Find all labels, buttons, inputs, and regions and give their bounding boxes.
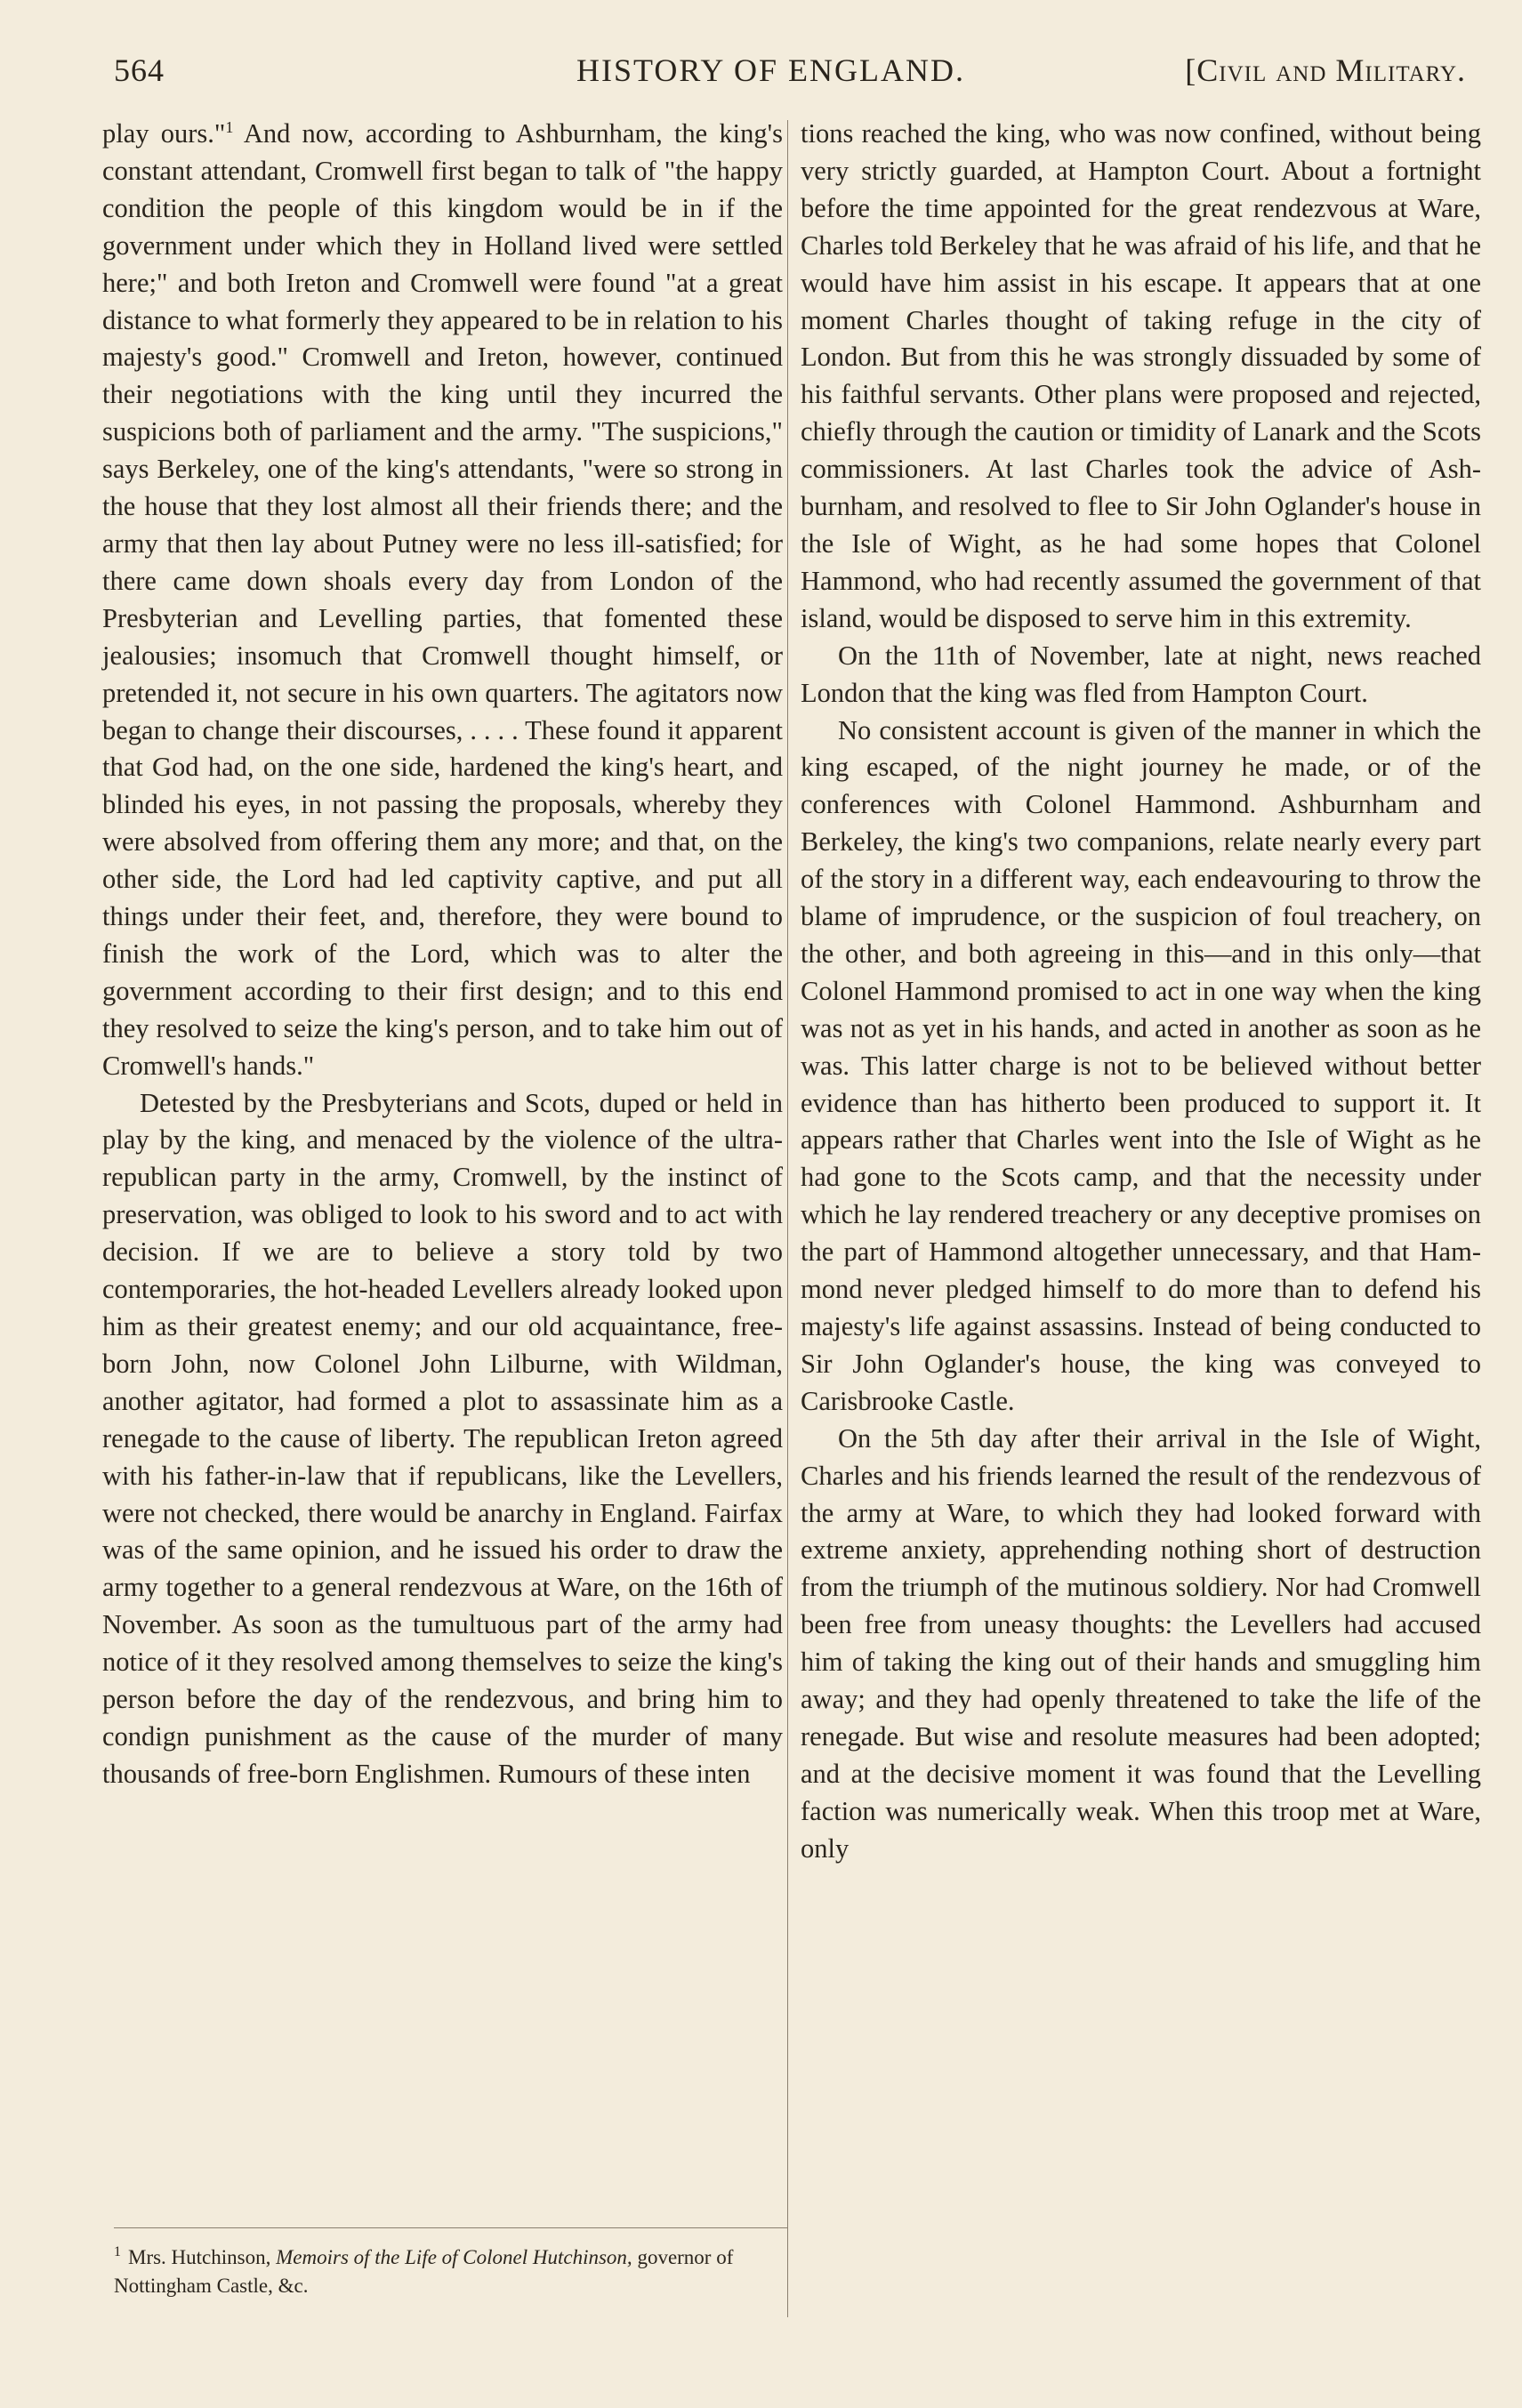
right-column bbox=[801, 116, 1481, 1868]
running-header bbox=[114, 52, 1466, 105]
footnote-number: 1 bbox=[114, 2244, 121, 2260]
paragraph bbox=[102, 116, 783, 1085]
column-divider bbox=[787, 120, 788, 2317]
footnote-rest: governor of Nottingham Castle, &c. bbox=[114, 2246, 734, 2297]
footnote-reference: 1 bbox=[225, 117, 234, 136]
paragraph: Detested by the Presbyterians and Scots, duped or held in play by the king, and menaced by the violence of the ultra-republican party in the army, Cromwell, by the instinct of preservation, was obliged to look to his sword and to act with decision. If we are to believe a story told by two contemporaries, the hot-headed Levellers already looked upon him as their greatest enemy; and our old acquaintance, free-born John, now Colonel John Lilburne, with Wildman, another agitator, had formed a plot to assassinate him as a renegade to the cause of liberty. The republican Ireton agreed with his father-in-law that if republicans, like the Levellers, were not checked, there would be anarchy in England. Fairfax was of the same opinion, and he issued his order to draw the army together to a general rendezvous at Ware, on the 16th of November. As soon as the tumultuous part of the army had notice of it they resolved among themselves to seize the king's person before the day of the rendezvous, and bring him to condign punishment as the cause of the murder of many thousands of free-born Englishmen. Rumours of these inten bbox=[102, 1087, 783, 1789]
footnote bbox=[114, 2243, 790, 2300]
section-label: [Civil and Military. bbox=[1185, 52, 1466, 88]
text-run: play ours." bbox=[102, 118, 226, 149]
paragraph: tions reached the king, who was now confined, without being very strictly guarded, at Hampton Court. About a fortnight before the time appointed for the great rendezvous at Ware, Charles told Berkeley that he was afraid of his life, and that he would have him assist in his escape. It appears that at one moment Charles thought of taking refuge in the city of London. But from this he was strongly dissuaded by some of his faithful servants. Other plans were proposed and rejected, chiefly through the caution or timidity of Lanark and the Scots commissioners. At last Charles took the advice of Ashburnham, and resolved to flee to Sir John Oglander's house in the Isle of Wight, as he had some hopes that Colonel Hammond, who had recently assumed the government of that island, would be disposed to serve him in this extremity. bbox=[801, 118, 1481, 633]
paragraph: On the 11th of November, late at night, news reached London that the king was fled from Hampton Court. bbox=[801, 640, 1481, 708]
page-number: 564 bbox=[114, 52, 165, 88]
paragraph: No consistent account is given of the manner in which the king escaped, of the night journey he made, or of the conferences with Colonel Hammond. Ashburnham and Berkeley, the king's two companions, relate nearly every part of the story in a different way, each endeavouring to throw the blame of imprudence, or the suspicion of foul treachery, on the other, and both agreeing in this—and in this only—that Colonel Hammond promised to act in one way when the king was not as yet in his hands, and acted in another as soon as he was. This latter charge is not to be believed without better evidence than has hitherto been produced to support it. It appears rather that Charles went into the Isle of Wight as he had gone to the Scots camp, and that the necessity under which he lay rendered treachery or any deceptive promises on the part of Hammond altogether unnecessary, and that Hammond never pledged himself to do more than to defend his majesty's life against assassins. Instead of being conducted to Sir John Oglander's house, the king was conveyed to Carisbrooke Castle. bbox=[801, 714, 1481, 1416]
running-title: HISTORY OF ENGLAND. bbox=[576, 52, 966, 88]
footnote-rule bbox=[114, 2227, 787, 2228]
footnote-work-title: Memoirs of the Life of Colonel Hutchinson, bbox=[276, 2246, 632, 2268]
text-run: And now, according to Ashburnham, the king's constant attendant, Cromwell first began to talk of "the happy condition the people of this kingdom would be in if the government under which they in Holland lived were settled here;" and both Ireton and Cromwell were found "at a great distance to what formerly they appeared to be in relation to his majesty's good." Cromwell and Ireton, however, continued their negotiations with the king until they incurred the suspicions both of parliament and the army. "The suspicions," says Berkeley, one of the king's attendants, "were so strong in the house that they lost almost all their friends there; and the army that then lay about Putney were no less ill-satisfied; for there came down shoals every day from London of the Presbyterian and Levelling parties, that fomented these jealousies; insomuch that Cromwell thought himself, or pretended it, not secure in his own quarters. The agitators now began to change their discourses, . . . . These found it apparent that God had, on the one side, hardened the king's heart, and blinded his eyes, in not passing the proposals, whereby they were absolved from offering them any more; and that, on the other side, the Lord had led captivity captive, and put all things under their feet, and, therefore, they were bound to finish the work of the Lord, which was to alter the government according to their first design; and to this end they resolved to seize the king's person, and to take him out of Cromwell's hands." bbox=[102, 118, 783, 1081]
paragraph: On the 5th day after their arrival in the Isle of Wight, Charles and his friends learned the result of the rendezvous of the army at Ware, to which they had looked forward with extreme anxiety, apprehending nothing short of destruction from the triumph of the mutinous soldiery. Nor had Cromwell been free from uneasy thoughts: the Levellers had accused him of taking the king out of their hands and smuggling him away; and they had openly threatened to take the life of the renegade. But wise and resolute measures had been adopted; and at the decisive moment it was found that the Levelling faction was numerically weak. When this troop met at Ware, only bbox=[801, 1422, 1481, 1864]
left-column bbox=[102, 116, 783, 1793]
footnote-author: Mrs. Hutchinson, bbox=[128, 2246, 277, 2268]
